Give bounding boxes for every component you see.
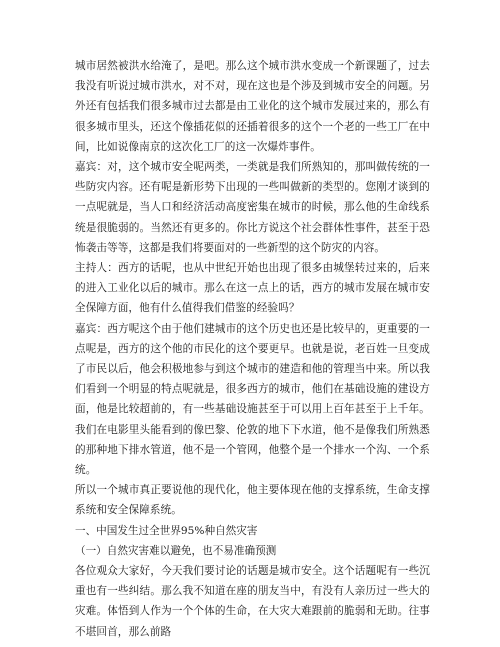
paragraph-3: 主持人：西方的话呢，也从中世纪开始也出现了很多由城堡转过来的，后来的进入工业化以后的城市。那么在这一点上的话，西方的城市发展在城市安全保障方面，他有什么值得我们借鉴的经验吗？ bbox=[75, 262, 430, 315]
paragraph-4: 嘉宾：西方呢这个由于他们建城市的这个历史也还是比较早的，更重要的一点呢是，西方的这个他的市民化的这个要更早。也就是说，老百姓一旦变成了市民以后，他会积极地参与到这个城市的建造和他的管理当中来。所以我们看到一个明显的特点呢就是，很多西方的城市，他们在基础设施的建设方面，他是比较超前的，有一些基础设施甚至于可以用上百年甚至于上千年。我们在电影里头能看到的像巴黎、伦敦的地下下水道，他不是像我们所熟悉的那种地下排水管道，他不是一个管网，他整个是一个排水一个沟、一个系统。 bbox=[75, 322, 430, 477]
subsection-heading: （一）自然灾害难以避免，也不易准确预测 bbox=[75, 544, 277, 557]
paragraph-6: 各位观众大家好，今天我们要讨论的话题是城市安全。这个话题呢有一些沉重也有一些纠结。那么我不知道在座的朋友当中，有没有人亲历过一些大的灾难。体悟到人作为一个个体的生命，在大灾大难跟前的脆弱和无助。往事不堪回首，那么前路 bbox=[75, 565, 430, 638]
section-heading: 一、中国发生过全世界95%种自然灾害 bbox=[75, 524, 258, 537]
paragraph-1: 城市居然被洪水给淹了，是吧。那么这个城市洪水变成一个新课题了，过去我没有听说过城市洪水，对不对，现在这也是个涉及到城市安全的问题。另外还有包括我们很多城市过去都是由工业化的这个城市发展过来的，那么有很多城市里头，还这个像插花似的还插着很多的这个一个老的一些工厂在中间，比如说像南京的这次化工厂的这一次爆炸事件。 bbox=[75, 60, 430, 153]
document-page bbox=[75, 56, 430, 642]
paragraph-2: 嘉宾：对，这个城市安全呢两类，一类就是我们所熟知的，那叫做传统的一些防灾内容。还有呢是新形势下出现的一些叫做新的类型的。您刚才谈到的一点呢就是，当人口和经济活动高度密集在城市的时候，那么他的生命线系统是很脆弱的。当然还有更多的。你比方说这个社会群体性事件，甚至于恐怖袭击等等，这都是我们将要面对的一些新型的这个防灾的内容。 bbox=[75, 161, 430, 254]
paragraph-5: 所以一个城市真正要说他的现代化，他主要体现在他的支撑系统，生命支撑系统和安全保障系统。 bbox=[75, 484, 430, 517]
